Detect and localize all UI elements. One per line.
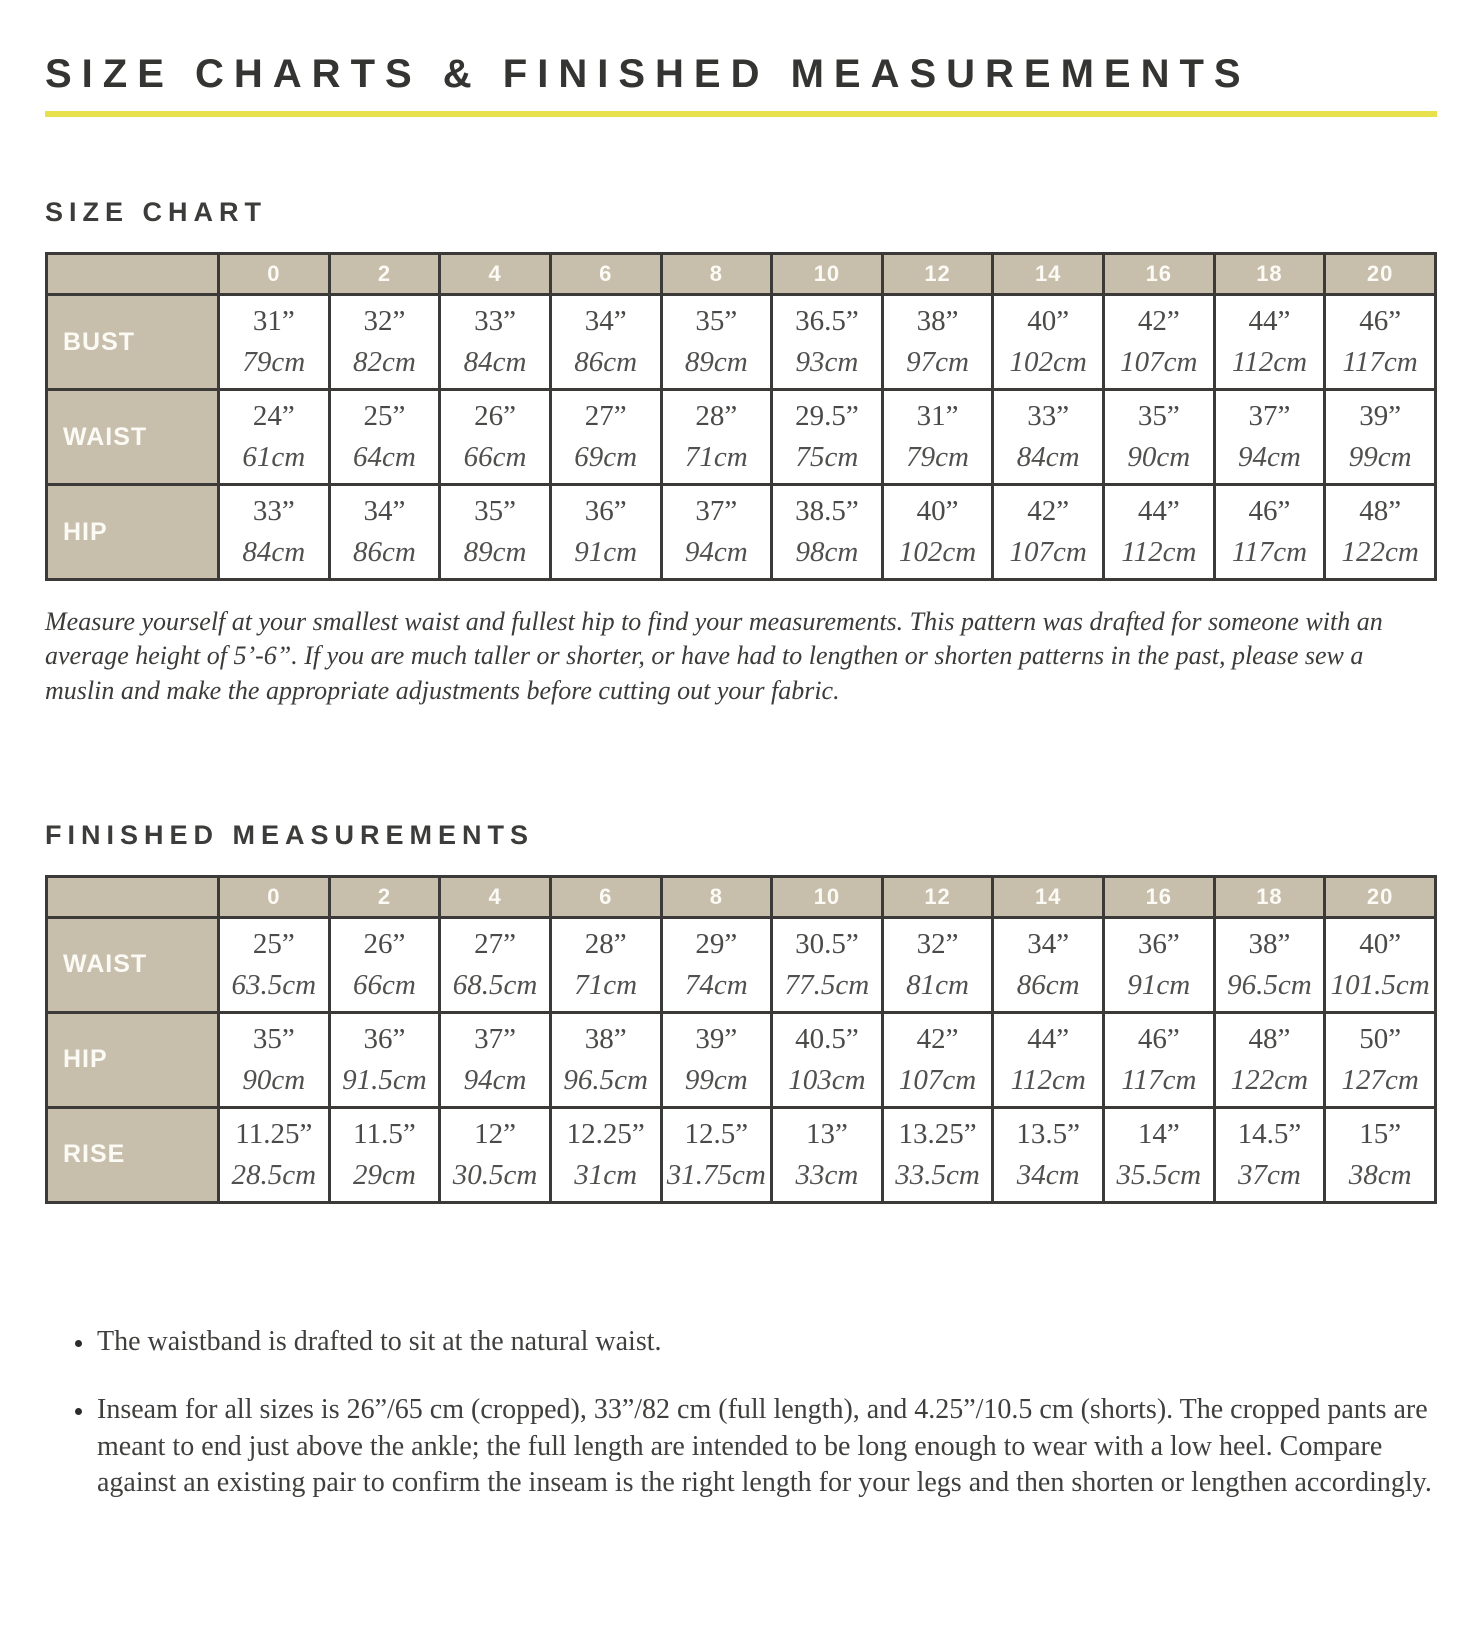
measurement-row bbox=[47, 295, 1436, 390]
value-cm: 112cm bbox=[1121, 535, 1197, 568]
value-cm: 71cm bbox=[684, 440, 748, 473]
value-inches: 14.5” bbox=[1237, 1118, 1302, 1151]
size-column-header: 2 bbox=[329, 254, 440, 295]
value-cm: 91.5cm bbox=[342, 1063, 427, 1096]
measurement-cell bbox=[440, 917, 551, 1012]
value-cm: 97cm bbox=[906, 345, 969, 378]
size-column-header: 18 bbox=[1214, 876, 1325, 917]
value-cm: 89cm bbox=[463, 535, 527, 568]
measurement-cell bbox=[772, 1012, 883, 1107]
value-cm: 77.5cm bbox=[784, 968, 870, 1001]
measurement-cell bbox=[993, 485, 1104, 580]
measurement-cell bbox=[1325, 1012, 1436, 1107]
measurement-row bbox=[47, 485, 1436, 580]
measurement-cell bbox=[1214, 485, 1325, 580]
row-label: HIP bbox=[47, 485, 219, 580]
measurement-cell bbox=[882, 917, 993, 1012]
value-cm: 81cm bbox=[906, 968, 969, 1001]
value-inches: 33” bbox=[252, 495, 295, 528]
value-inches: 34” bbox=[1027, 928, 1070, 961]
measurement-cell bbox=[329, 1012, 440, 1107]
value-inches: 13.25” bbox=[898, 1118, 977, 1151]
value-cm: 35.5cm bbox=[1116, 1158, 1202, 1191]
measurement-cell bbox=[1104, 1012, 1215, 1107]
measurement-cell bbox=[882, 295, 993, 390]
value-inches: 40” bbox=[1027, 305, 1070, 338]
measurement-cell bbox=[550, 917, 661, 1012]
value-inches: 34” bbox=[363, 495, 406, 528]
measurement-cell bbox=[661, 917, 772, 1012]
value-cm: 94cm bbox=[684, 535, 748, 568]
value-cm: 93cm bbox=[795, 345, 859, 378]
value-inches: 35” bbox=[252, 1023, 295, 1056]
measurement-cell bbox=[219, 485, 330, 580]
size-column-header: 6 bbox=[550, 254, 661, 295]
finished-measurements-table bbox=[45, 875, 1437, 1204]
value-inches: 27” bbox=[474, 928, 516, 961]
value-inches: 26” bbox=[474, 400, 516, 433]
finished-measurements-heading: FINISHED MEASUREMENTS bbox=[45, 819, 535, 850]
measurement-cell bbox=[1214, 295, 1325, 390]
value-cm: 122cm bbox=[1341, 535, 1419, 568]
value-cm: 33.5cm bbox=[895, 1158, 980, 1191]
value-cm: 29cm bbox=[353, 1158, 416, 1191]
value-inches: 37” bbox=[1248, 400, 1291, 433]
value-cm: 102cm bbox=[1009, 345, 1087, 378]
size-column-header: 12 bbox=[882, 876, 993, 917]
measurement-cell bbox=[1104, 390, 1215, 485]
value-cm: 94cm bbox=[463, 1063, 527, 1096]
value-inches: 24” bbox=[252, 400, 295, 433]
value-inches: 38.5” bbox=[795, 495, 859, 528]
value-cm: 64cm bbox=[353, 440, 416, 473]
value-cm: 86cm bbox=[353, 535, 416, 568]
measurement-cell bbox=[550, 1012, 661, 1107]
value-cm: 99cm bbox=[1348, 440, 1412, 473]
value-cm: 82cm bbox=[353, 345, 416, 378]
value-cm: 107cm bbox=[1120, 345, 1198, 378]
value-inches: 36.5” bbox=[795, 305, 859, 338]
measurement-cell bbox=[440, 1107, 551, 1202]
value-cm: 28.5cm bbox=[231, 1158, 317, 1191]
measurement-cell bbox=[219, 1012, 330, 1107]
value-inches: 33” bbox=[474, 305, 516, 338]
row-label: WAIST bbox=[47, 390, 219, 485]
size-column-header: 14 bbox=[993, 876, 1104, 917]
notes-bullet-list bbox=[45, 1324, 1440, 1502]
value-inches: 40” bbox=[916, 495, 959, 528]
value-cm: 61cm bbox=[242, 440, 306, 473]
measurement-cell bbox=[661, 1107, 772, 1202]
measurement-row bbox=[47, 390, 1436, 485]
measurement-cell bbox=[882, 1012, 993, 1107]
value-cm: 84cm bbox=[242, 535, 306, 568]
measurement-cell bbox=[219, 917, 330, 1012]
size-chart-heading: SIZE CHART bbox=[45, 197, 267, 227]
value-cm: 68.5cm bbox=[452, 968, 538, 1001]
value-cm: 37cm bbox=[1238, 1158, 1301, 1191]
row-label: WAIST bbox=[47, 917, 219, 1012]
value-inches: 28” bbox=[695, 400, 738, 433]
value-inches: 12.5” bbox=[684, 1118, 749, 1151]
size-chart-note: Measure yourself at your smallest waist and fullest hip to find your measurements. This pattern was drafted for someone with an average height of 5’-6”. If you are much taller or shorter, or have had to lengthen or shorten patterns in the past, please sew a muslin and make the appropriate adjustments before cutting out your fabric. bbox=[45, 607, 1383, 705]
value-cm: 107cm bbox=[898, 1063, 977, 1096]
value-cm: 69cm bbox=[574, 440, 638, 473]
value-inches: 15” bbox=[1359, 1118, 1402, 1151]
note-inseam: • Inseam for all sizes is 26”/65 cm (cropped), 33”/82 cm (full length), and 4.25”/10.5 cm (shorts). The cropped pants are meant to end just above the ankle; the full length are intended to be long enough to wear with a low heel. Compare against an existing pair to confirm the inseam is the right length for your legs and then shorten or lengthen accordingly. bbox=[95, 1392, 1440, 1501]
value-cm: 66cm bbox=[463, 440, 527, 473]
measurement-cell bbox=[550, 390, 661, 485]
measurement-cell bbox=[219, 1107, 330, 1202]
value-inches: 29” bbox=[695, 928, 738, 961]
size-column-header: 6 bbox=[550, 876, 661, 917]
value-inches: 40.5” bbox=[795, 1023, 859, 1056]
measurement-cell bbox=[1325, 917, 1436, 1012]
value-inches: 37” bbox=[695, 495, 738, 528]
measurement-cell bbox=[1214, 1107, 1325, 1202]
value-inches: 32” bbox=[363, 305, 406, 338]
value-cm: 90cm bbox=[242, 1063, 306, 1096]
measurement-cell bbox=[440, 1012, 551, 1107]
value-inches: 46” bbox=[1137, 1023, 1180, 1056]
value-inches: 29.5” bbox=[795, 400, 859, 433]
measurement-cell bbox=[1104, 917, 1215, 1012]
measurement-cell bbox=[550, 485, 661, 580]
measurement-cell bbox=[772, 1107, 883, 1202]
value-inches: 42” bbox=[1027, 495, 1070, 528]
value-cm: 99cm bbox=[684, 1063, 748, 1096]
value-inches: 31” bbox=[252, 305, 295, 338]
value-inches: 37” bbox=[474, 1023, 516, 1056]
measurement-cell bbox=[1214, 390, 1325, 485]
measurement-cell bbox=[882, 485, 993, 580]
measurement-cell bbox=[1104, 485, 1215, 580]
measurement-cell bbox=[440, 295, 551, 390]
value-cm: 103cm bbox=[788, 1063, 866, 1096]
value-inches: 33” bbox=[1027, 400, 1070, 433]
value-cm: 30.5cm bbox=[452, 1158, 538, 1191]
size-column-header: 8 bbox=[661, 876, 772, 917]
size-column-header: 18 bbox=[1214, 254, 1325, 295]
measurement-cell bbox=[1104, 295, 1215, 390]
value-inches: 40” bbox=[1359, 928, 1402, 961]
page-title: SIZE CHARTS & FINISHED MEASUREMENTS bbox=[45, 52, 1251, 96]
value-inches: 38” bbox=[916, 305, 959, 338]
size-column-header: 16 bbox=[1104, 254, 1215, 295]
measurement-cell bbox=[772, 295, 883, 390]
value-inches: 35” bbox=[474, 495, 516, 528]
value-cm: 75cm bbox=[795, 440, 859, 473]
value-cm: 63.5cm bbox=[231, 968, 317, 1001]
value-inches: 11.5” bbox=[353, 1118, 416, 1151]
value-inches: 32” bbox=[916, 928, 959, 961]
size-header-row bbox=[47, 254, 1436, 295]
measurement-cell bbox=[993, 1012, 1104, 1107]
value-inches: 31” bbox=[916, 400, 959, 433]
value-inches: 12” bbox=[474, 1118, 516, 1151]
value-inches: 39” bbox=[1359, 400, 1402, 433]
value-inches: 11.25” bbox=[235, 1118, 313, 1151]
value-cm: 101.5cm bbox=[1330, 968, 1430, 1001]
row-label: BUST bbox=[47, 295, 219, 390]
value-inches: 39” bbox=[695, 1023, 738, 1056]
value-inches: 35” bbox=[695, 305, 738, 338]
row-label: HIP bbox=[47, 1012, 219, 1107]
corner-cell bbox=[47, 254, 219, 295]
measurement-cell bbox=[772, 485, 883, 580]
measurement-cell bbox=[882, 1107, 993, 1202]
measurement-cell bbox=[1325, 1107, 1436, 1202]
measurement-cell bbox=[329, 1107, 440, 1202]
size-column-header: 4 bbox=[440, 876, 551, 917]
measurement-cell bbox=[882, 390, 993, 485]
value-cm: 31cm bbox=[574, 1158, 638, 1191]
value-inches: 12.25” bbox=[566, 1118, 645, 1151]
measurement-row bbox=[47, 917, 1436, 1012]
measurement-cell bbox=[661, 390, 772, 485]
value-inches: 46” bbox=[1359, 305, 1402, 338]
value-inches: 13” bbox=[806, 1118, 848, 1151]
value-inches: 35” bbox=[1137, 400, 1180, 433]
size-column-header: 10 bbox=[772, 254, 883, 295]
value-cm: 34cm bbox=[1016, 1158, 1080, 1191]
value-cm: 122cm bbox=[1230, 1063, 1309, 1096]
value-cm: 98cm bbox=[795, 535, 859, 568]
value-cm: 33cm bbox=[795, 1158, 859, 1191]
value-cm: 86cm bbox=[1016, 968, 1080, 1001]
value-inches: 50” bbox=[1359, 1023, 1402, 1056]
value-inches: 44” bbox=[1027, 1023, 1070, 1056]
measurement-cell bbox=[1325, 390, 1436, 485]
value-cm: 91cm bbox=[1127, 968, 1191, 1001]
value-cm: 84cm bbox=[463, 345, 527, 378]
measurement-cell bbox=[993, 1107, 1104, 1202]
value-cm: 117cm bbox=[1342, 345, 1418, 378]
value-cm: 79cm bbox=[242, 345, 306, 378]
corner-cell bbox=[47, 876, 219, 917]
value-cm: 89cm bbox=[684, 345, 748, 378]
value-inches: 42” bbox=[916, 1023, 959, 1056]
value-inches: 34” bbox=[584, 305, 627, 338]
measurement-cell bbox=[772, 390, 883, 485]
measurement-cell bbox=[661, 295, 772, 390]
measurement-cell bbox=[329, 295, 440, 390]
size-column-header: 20 bbox=[1325, 254, 1436, 295]
measurement-cell bbox=[661, 1012, 772, 1107]
title-underline-rule bbox=[45, 111, 1437, 117]
size-column-header: 0 bbox=[219, 876, 330, 917]
value-cm: 90cm bbox=[1127, 440, 1191, 473]
measurement-cell bbox=[219, 390, 330, 485]
size-column-header: 14 bbox=[993, 254, 1104, 295]
measurement-cell bbox=[1214, 917, 1325, 1012]
measurement-cell bbox=[993, 390, 1104, 485]
value-cm: 79cm bbox=[906, 440, 969, 473]
value-cm: 38cm bbox=[1348, 1158, 1412, 1191]
value-cm: 112cm bbox=[1231, 345, 1308, 378]
value-inches: 30.5” bbox=[795, 928, 859, 961]
size-chart-table bbox=[45, 252, 1437, 581]
value-cm: 74cm bbox=[684, 968, 748, 1001]
value-cm: 107cm bbox=[1009, 535, 1087, 568]
value-inches: 38” bbox=[584, 1023, 627, 1056]
value-cm: 117cm bbox=[1121, 1063, 1197, 1096]
value-cm: 91cm bbox=[574, 535, 638, 568]
value-inches: 26” bbox=[363, 928, 406, 961]
measurement-row bbox=[47, 1107, 1436, 1202]
measurement-cell bbox=[1104, 1107, 1215, 1202]
size-column-header: 12 bbox=[882, 254, 993, 295]
value-inches: 25” bbox=[363, 400, 406, 433]
value-inches: 27” bbox=[584, 400, 627, 433]
value-inches: 42” bbox=[1137, 305, 1180, 338]
measurement-cell bbox=[550, 295, 661, 390]
measurement-cell bbox=[440, 485, 551, 580]
value-cm: 31.75cm bbox=[666, 1158, 766, 1191]
value-cm: 96.5cm bbox=[563, 1063, 648, 1096]
measurement-cell bbox=[329, 390, 440, 485]
value-cm: 112cm bbox=[1010, 1063, 1086, 1096]
value-inches: 14” bbox=[1137, 1118, 1180, 1151]
size-column-header: 20 bbox=[1325, 876, 1436, 917]
value-cm: 86cm bbox=[574, 345, 638, 378]
measurement-row bbox=[47, 1012, 1436, 1107]
measurement-cell bbox=[1325, 485, 1436, 580]
measurement-cell bbox=[1214, 1012, 1325, 1107]
measurement-cell bbox=[993, 917, 1104, 1012]
value-inches: 13.5” bbox=[1016, 1118, 1080, 1151]
value-cm: 94cm bbox=[1238, 440, 1301, 473]
row-label: RISE bbox=[47, 1107, 219, 1202]
size-column-header: 0 bbox=[219, 254, 330, 295]
value-inches: 44” bbox=[1137, 495, 1180, 528]
measurement-cell bbox=[550, 1107, 661, 1202]
size-column-header: 10 bbox=[772, 876, 883, 917]
value-inches: 36” bbox=[584, 495, 627, 528]
value-cm: 102cm bbox=[898, 535, 977, 568]
value-inches: 38” bbox=[1248, 928, 1291, 961]
measurement-cell bbox=[219, 295, 330, 390]
value-inches: 36” bbox=[363, 1023, 406, 1056]
size-column-header: 16 bbox=[1104, 876, 1215, 917]
value-inches: 46” bbox=[1248, 495, 1291, 528]
value-cm: 71cm bbox=[574, 968, 638, 1001]
value-inches: 36” bbox=[1137, 928, 1180, 961]
measurement-cell bbox=[440, 390, 551, 485]
note-waistband: • The waistband is drafted to sit at the natural waist. bbox=[95, 1324, 1440, 1360]
size-column-header: 8 bbox=[661, 254, 772, 295]
size-column-header: 2 bbox=[329, 876, 440, 917]
value-inches: 44” bbox=[1248, 305, 1291, 338]
value-cm: 117cm bbox=[1231, 535, 1308, 568]
measurement-cell bbox=[329, 485, 440, 580]
value-cm: 84cm bbox=[1016, 440, 1080, 473]
size-header-row bbox=[47, 876, 1436, 917]
value-inches: 48” bbox=[1248, 1023, 1291, 1056]
measurement-cell bbox=[772, 917, 883, 1012]
value-cm: 66cm bbox=[353, 968, 416, 1001]
measurement-cell bbox=[661, 485, 772, 580]
value-inches: 25” bbox=[252, 928, 295, 961]
value-inches: 48” bbox=[1359, 495, 1402, 528]
value-inches: 28” bbox=[584, 928, 627, 961]
measurement-cell bbox=[993, 295, 1104, 390]
size-column-header: 4 bbox=[440, 254, 551, 295]
value-cm: 96.5cm bbox=[1227, 968, 1312, 1001]
measurement-cell bbox=[329, 917, 440, 1012]
value-cm: 127cm bbox=[1341, 1063, 1419, 1096]
measurement-cell bbox=[1325, 295, 1436, 390]
